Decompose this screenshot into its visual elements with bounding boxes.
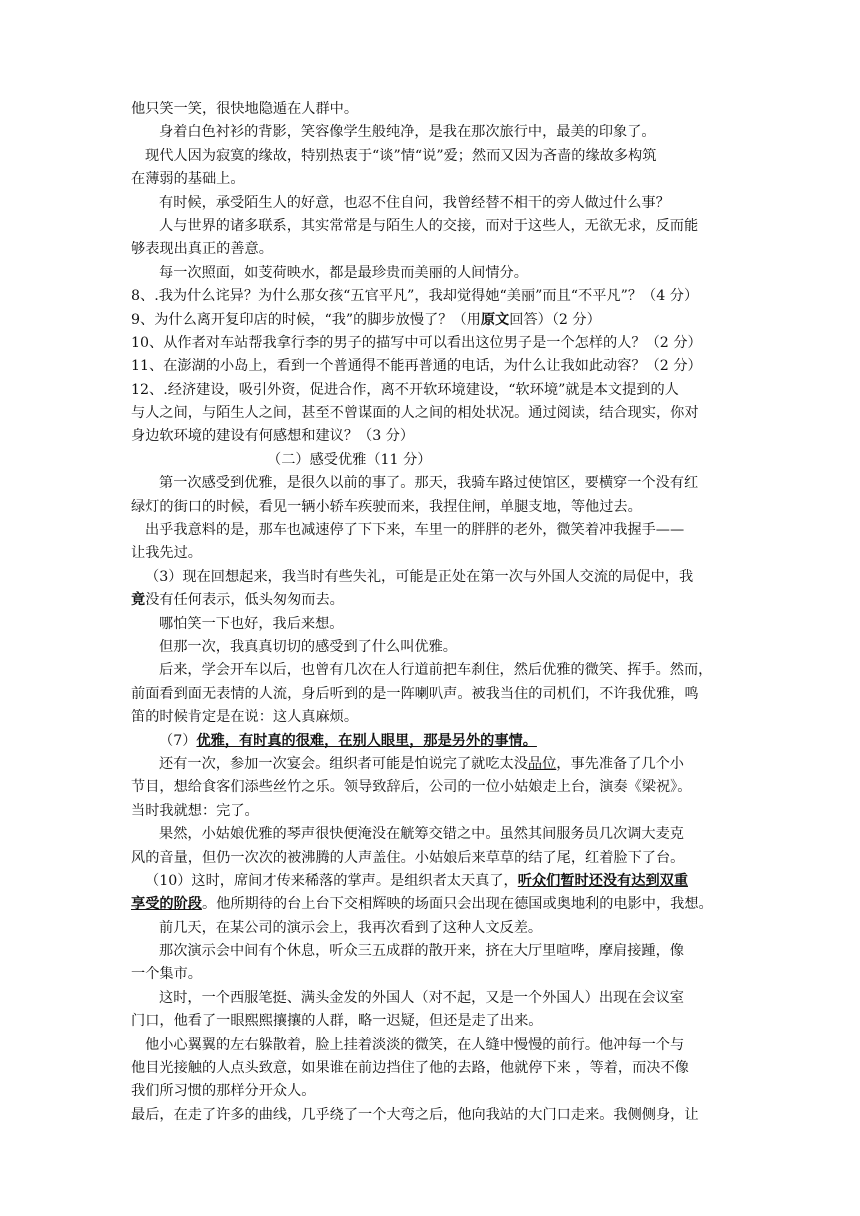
text-line: 前几天，在某公司的演示会上，我再次看到了这种人文反差。 (159, 919, 543, 936)
text-line: 他只笑一笑，很快地隐遁在人群中。 (131, 101, 359, 117)
text-line: 但那一次，我真真切切的感受到了什么叫优雅。 (159, 638, 457, 655)
text-span: 还有一次，参加一次宴会。组织者可能是怕说完了就吃太没 (159, 755, 528, 772)
text-line: （3）现在回想起来，我当时有些失礼，可能是正处在第一次与外国人交流的局促中，我 (145, 568, 694, 585)
question-9-emphasis: 原文 (480, 311, 510, 328)
text-line: 果然，小姑娘优雅的琴声很快便淹没在觥筹交错之中。虽然其间服务员几次调大麦克 (159, 826, 684, 843)
text-line (131, 893, 731, 916)
text-line: 前面看到面无表情的人流，身后听到的是一阵喇叭声。被我当住的司机们，不许我优雅，鸣 (131, 685, 699, 702)
question-9 (131, 309, 731, 332)
question-10: 10、从作者对车站帮我拿行李的男子的描写中可以看出这位男子是一个怎样的人？（2 分） (131, 334, 702, 351)
text-line: 现代人因为寂寞的缘故，特别热衷于“谈”情“说”爱；然而又因为吝啬的缘故多构筑 (145, 147, 657, 164)
text-line: 我们所习惯的那样分开众人。 (131, 1083, 316, 1100)
paragraph-number: （7） (159, 732, 197, 749)
text-line: 第一次感受到优雅，是很久以前的事了。那天，我骑车路过使馆区，要横穿一个没有红 (159, 475, 699, 492)
text-line: 那次演示会中间有个休息，听众三五成群的散开来，挤在大厅里喧哗，摩肩接踵，像 (159, 943, 684, 960)
text-line: 身着白色衬衫的背影，笑容像学生般纯净，是我在那次旅行中，最美的印象了。 (159, 124, 656, 141)
question-12: 身边软环境的建设有何感想和建议？（3 分） (131, 428, 415, 445)
text-line: 笛的时候肯定是在说：这人真麻烦。 (131, 709, 359, 726)
text-line: 门口，他看了一眼熙熙攘攘的人群，略一迟疑，但还是走了出来。 (131, 1013, 543, 1030)
text-line: 他目光接触的人点头致意，如果谁在前边挡住了他的去路，他就停下来 ，等着，而决不像 (131, 1060, 689, 1077)
text-line: 绿灯的街口的时候，看见一辆小轿车疾驶而来，我捏住闸，单腿支地，等他过去。 (131, 498, 642, 515)
text-span: ，事先准备了几个小 (556, 755, 684, 772)
text-line: 人与世界的诸多联系，其实常常是与陌生人的交接，而对于这些人，无欲无求，反而能 (159, 217, 699, 234)
text-line: 有时候，承受陌生人的好意，也忍不住自问，我曾经替不相干的旁人做过什么事？ (159, 194, 670, 211)
text-line (131, 589, 731, 612)
text-line: 当时我就想：完了。 (131, 802, 259, 819)
question-9-text: 9、为什么离开复印店的时候，“我”的脚步放慢了？（用 (131, 311, 481, 328)
text-line: 哪怕笑一下也好，我后来想。 (159, 615, 344, 632)
text-span: 没有任何表示，低头匆匆而去。 (145, 592, 344, 609)
underlined-sentence: 听众们暂时还没有达到双重 (517, 872, 689, 889)
underlined-sentence: 享受的阶段 (131, 896, 202, 913)
text-line: 最后，在走了许多的曲线，几乎绕了一个大弯之后，他向我站的大门口走来。我侧侧身，让 (131, 1106, 699, 1123)
document-page (131, 98, 731, 1127)
text-line: 他小心翼翼的左右躲散着，脸上挂着淡淡的微笑，在人缝中慢慢的前行。他冲每一个与 (145, 1036, 685, 1053)
question-12: 12、.经济建设，吸引外资，促进合作，离不开软环境建设，“软环境”就是本文提到的人 (131, 381, 679, 398)
question-11: 11、在澎湖的小岛上，看到一个普通得不能再普通的电话，为什么让我如此动容？（2 分） (131, 358, 702, 375)
section-title: （二）感受优雅（11 分） (267, 451, 432, 468)
text-line: 让我先过。 (131, 545, 202, 562)
text-line (131, 730, 731, 753)
question-8: 8、.我为什么诧异？为什么那女孩“五官平凡”，我却觉得她“美丽”而且“不平凡”？（4 分） (131, 288, 699, 305)
underlined-sentence: 优雅，有时真的很难，在别人眼里，那是另外的事情。 (196, 732, 537, 749)
emphasis-char: 竟 (131, 592, 146, 609)
underlined-word: 品位 (527, 755, 557, 772)
text-line: 每一次照面，如芰荷映水，都是最珍贵而美丽的人间情分。 (159, 264, 528, 281)
text-line: 够表现出真正的善意。 (131, 241, 273, 258)
text-line (131, 870, 731, 893)
text-line: 出乎我意料的是，那车也减速停了下下来，车里一的胖胖的老外，微笑着冲我握手—— (145, 522, 685, 539)
question-9-score: 回答）（2 分） (509, 311, 601, 328)
text-line: 一个集市。 (131, 966, 202, 983)
text-line: 风的音量，但仍一次次的被沸腾的人声盖住。小姑娘后来草草的结了尾，红着脸下了台。 (131, 849, 685, 866)
question-12: 与人之间，与陌生人之间，甚至不曾谋面的人之间的相处状况。通过阅读，结合现实，你对 (131, 405, 699, 422)
text-span: （10）这时，席间才传来稀落的掌声。是组织者太天真了， (145, 872, 518, 889)
text-line: 后来，学会开车以后，也曾有几次在人行道前把车刹住，然后优雅的微笑、挥手。然而， (159, 662, 713, 679)
text-line (131, 753, 731, 776)
text-span: 。他所期待的台上台下交相辉映的场面只会出现在德国或奥地利的电影中，我想。 (201, 896, 713, 913)
text-line: 这时，一个西服笔挺、满头金发的外国人（对不起，又是一个外国人）出现在会议室 (159, 989, 684, 1006)
text-line: 在薄弱的基础上。 (131, 171, 245, 188)
text-line: 节目，想给食客们添些丝竹之乐。领导致辞后，公司的一位小姑娘走上台，演奏《梁祝》。 (131, 779, 692, 796)
